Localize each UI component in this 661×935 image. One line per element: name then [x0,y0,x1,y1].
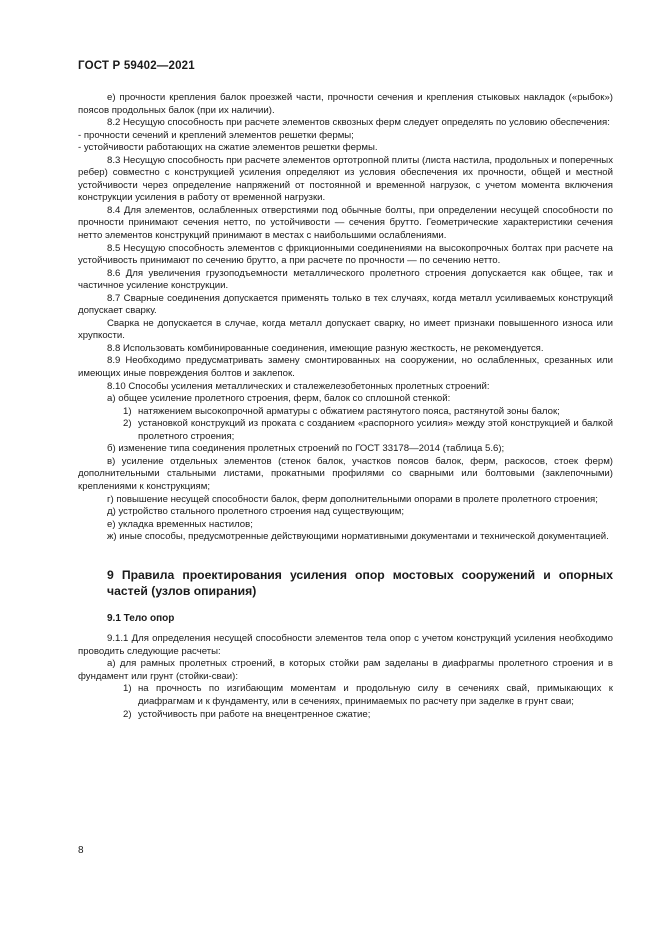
paragraph-8-2: 8.2 Несущую способность при расчете элементов сквозных ферм следует определять по условию обеспечения: [107,117,610,129]
paragraph-8-6: 8.6 Для увеличения грузоподъемности металлического пролетного строения допускается как общее, так и частичное усиление конструкции. [78,267,613,292]
paragraph-8-7-b: Сварка не допускается в случае, когда металл допускает сварку, но имеет признаки повышенного износа или хрупкости. [78,317,613,342]
list-item-9-1-1-a: а) для рамных пролетных строений, в которых стойки рам заделаны в диафрагмы пролетного строения и в фундамент или грунт (стойки-сваи): [78,658,613,682]
list-item-8-10-b: б) изменение типа соединения пролетных строений по ГОСТ 33178—2014 (таблица 5.6); [107,443,505,455]
paragraph-8-4: 8.4 Для элементов, ослабленных отверстиями под обычные болты, при определении несущей способности по прочности принимают сечения нетто, по устойчивости — сечения брутто. Геометрические характеристики сечения нетто элементов конструкций принимают в местах с наибольшими ослаблениями. [78,204,613,242]
paragraph-8-5: 8.5 Несущую способность элементов с фрикционными соединениями на высокопрочных болтах при расчете на устойчивость принимают по сечению брутто, а при расчете по прочности — по сечению нетто. [78,242,613,267]
sublist-number: 2) [123,708,132,720]
sublist-number: 1) [123,683,132,695]
sublist-number: 2) [123,418,132,430]
sublist-item-9-1-1-a-1 [78,683,613,708]
sublist-text: натяжением высокопрочной арматуры с обжатием растянутого пояса, растянутой зоны балок; [138,405,560,417]
list-item-8-10-zh: ж) иные способы, предусмотренные действующими нормативными документами и технической документацией. [107,531,609,543]
paragraph-8-8: 8.8 Использовать комбинированные соединения, имеющие разную жесткость, не рекомендуется. [107,342,544,354]
sublist-item-8-10-a-1 [78,406,613,419]
document-body [78,92,613,721]
list-item-8-10-v: в) усиление отдельных элементов (стенок балок, участков поясов балок, ферм, раскосов, стоек ферм) дополнительными стальными листами, прокатными профилями со сварными или болтовыми (заклепочными) креплениями к конструкциям; [78,455,613,492]
paragraph-8-3: 8.3 Несущую способность при расчете элементов ортотропной плиты (листа настила, продольных и поперечных ребер) совместно с конструкцией усиления определяют из условия обеспечения их прочности, общей и местной устойчивости через определение напряжений от постоянной и временной нагрузок, с учетом момента включения конструкции усиления в работу от временной нагрузки. [78,154,613,204]
page-header-standard: ГОСТ Р 59402—2021 [78,60,195,72]
list-item-8-2-b: - устойчивости работающих на сжатие элементов решетки фермы. [78,142,378,154]
paragraph-8-10: 8.10 Способы усиления металлических и сталежелезобетонных пролетных строений: [107,380,490,392]
sublist-item-8-10-a-2 [78,418,613,443]
paragraph-8-7: 8.7 Сварные соединения допускается применять только в тех случаях, когда металл усиливаемых конструкций допускает сварку. [78,292,613,317]
list-item-8-2-a: - прочности сечений и креплений элементов решетки фермы; [78,129,354,141]
section-heading-9: 9 Правила проектирования усиления опор мостовых сооружений и опорных частей (узлов опирания) [107,567,613,598]
list-item-8-10-e: е) укладка временных настилов; [107,518,253,530]
subsection-heading-9-1: 9.1 Тело опор [107,612,175,624]
paragraph-9-1-1: 9.1.1 Для определения несущей способности элементов тела опор с учетом конструкций усиления необходимо проводить следующие расчеты: [78,633,613,657]
sublist-text: на прочность по изгибающим моментам и продольную силу в сечениях свай, примыкающих к диафрагмам и к фундаменту, или в сечениях, принимаемых по расчету при заделке в грунт сваи; [138,683,613,707]
sublist-number: 1) [123,405,132,417]
page-number: 8 [78,845,84,856]
sublist-text: устойчивость при работе на внецентренное сжатие; [138,708,371,720]
sublist-item-9-1-1-a-2 [78,709,613,722]
list-item-8-10-g: г) повышение несущей способности балок, ферм дополнительными опорами в пролете пролетного строения; [107,493,598,505]
list-item-8-10-d: д) устройство стального пролетного строения над существующим; [107,506,404,518]
paragraph-e-prochnosti: е) прочности крепления балок проезжей части, прочности сечения и крепления стыковых накладок («рыбок») поясов продольных балок (при их наличии). [78,92,613,116]
list-item-8-10-a: а) общее усиление пролетного строения, ферм, балок со сплошной стенкой: [107,393,451,405]
paragraph-8-9: 8.9 Необходимо предусматривать замену смонтированных на сооружении, но ослабленных, срезанных или имеющих иные повреждения болтов и заклепок. [78,355,613,380]
sublist-text: установкой конструкций из проката с созданием «распорного усилия» между этой конструкцией и балкой пролетного строения; [138,418,613,442]
